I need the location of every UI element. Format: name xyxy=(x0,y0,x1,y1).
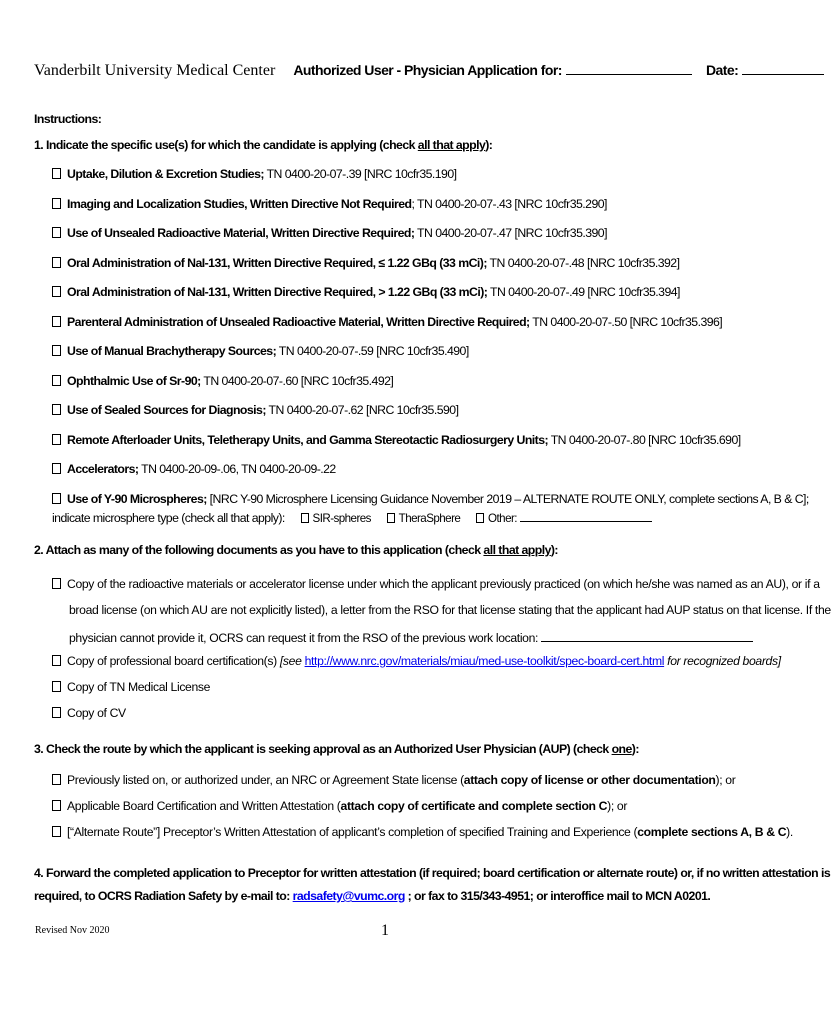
use-item xyxy=(52,226,607,240)
use-reference: TN 0400-20-07-.80 [NRC 10cfr35.690] xyxy=(550,432,741,447)
board-cert-item xyxy=(52,654,781,668)
use-item xyxy=(52,315,722,329)
use-label: Remote Afterloader Units, Teletherapy Units, and Gamma Stereotactic Radiosurgery Units; xyxy=(67,432,549,447)
route-alternate xyxy=(52,825,793,839)
page-number: 1 xyxy=(381,922,389,939)
y90-item xyxy=(52,492,809,506)
section4-line2 xyxy=(34,889,710,903)
section2-heading-end: ): xyxy=(550,543,558,557)
cv-checkbox[interactable] xyxy=(52,707,61,718)
tn-license-checkbox[interactable] xyxy=(52,681,61,692)
use-checkbox[interactable] xyxy=(52,227,61,238)
use-item xyxy=(52,197,607,211)
other-checkbox[interactable] xyxy=(476,513,484,523)
use-checkbox[interactable] xyxy=(52,434,61,445)
use-label: Parenteral Administration of Unsealed Radioactive Material, Written Directive Required; xyxy=(67,314,530,329)
use-reference: ; TN 0400-20-07-.43 [NRC 10cfr35.290] xyxy=(411,196,607,211)
use-label: Use of Unsealed Radioactive Material, Written Directive Required; xyxy=(67,226,415,240)
use-checkbox[interactable] xyxy=(52,404,61,415)
sir-spheres-label: SIR-spheres xyxy=(312,512,371,525)
board-cert-checkbox[interactable] xyxy=(52,655,61,666)
board-cert-link[interactable]: http://www.nrc.gov/materials/miau/med-use-toolkit/spec-board-cert.html xyxy=(304,654,665,668)
section1-heading-end: ): xyxy=(485,138,493,152)
section3-heading-end: ): xyxy=(631,742,639,756)
section2-heading-text: 2. Attach as many of the following documents as you have to this application (check xyxy=(34,543,484,557)
route2-text: Applicable Board Certification and Written Attestation ( xyxy=(67,799,341,813)
y90-type-line xyxy=(52,511,652,525)
route1-end: ); or xyxy=(715,773,736,787)
use-checkbox[interactable] xyxy=(52,198,61,209)
route1-text: Previously listed on, or authorized under, an NRC or Agreement State license ( xyxy=(67,773,464,787)
use-item xyxy=(52,403,458,417)
section4-line2-text: required, to OCRS Radiation Safety by e-mail to: xyxy=(34,889,293,903)
use-reference: TN 0400-20-07-.50 [NRC 10cfr35.396] xyxy=(532,314,723,329)
tn-license-item xyxy=(52,680,210,694)
use-label: Oral Administration of NaI-131, Written Directive Required, > 1.22 GBq (33 mCi); xyxy=(67,285,488,299)
route-board-cert-checkbox[interactable] xyxy=(52,800,61,811)
use-item xyxy=(52,433,741,447)
route-alternate-checkbox[interactable] xyxy=(52,826,61,837)
section3-heading-text: 3. Check the route by which the applicant is seeking approval as an Authorized User Physician (AUP) (check xyxy=(34,742,612,756)
use-label: Accelerators; xyxy=(67,462,139,476)
date-field[interactable] xyxy=(742,62,824,75)
use-label: Ophthalmic Use of Sr-90; xyxy=(67,373,201,388)
board-cert-text: Copy of professional board certification(s) xyxy=(67,654,280,668)
cv-text: Copy of CV xyxy=(67,706,126,720)
form-title: Authorized User - Physician Application for: xyxy=(293,62,562,78)
use-item xyxy=(52,462,336,476)
license-copy-line3 xyxy=(69,629,753,645)
section4-line2-end: ; or fax to 315/343-4951; or interoffice mail to MCN A0201. xyxy=(404,889,711,903)
use-label: Oral Administration of NaI-131, Written Directive Required, ≤ 1.22 GBq (33 mCi); xyxy=(67,255,487,270)
email-link[interactable]: radsafety@vumc.org xyxy=(292,889,405,903)
route2-end: ); or xyxy=(607,799,628,813)
y90-label: Use of Y-90 Microspheres; xyxy=(67,492,207,506)
header xyxy=(34,62,824,80)
org-name: Vanderbilt University Medical Center xyxy=(34,62,276,79)
revised-date: Revised Nov 2020 xyxy=(35,925,110,936)
use-item xyxy=(52,374,393,388)
previous-work-location-field[interactable] xyxy=(541,629,753,642)
board-cert-post: for recognized boards] xyxy=(667,654,781,668)
section1-heading-text: 1. Indicate the specific use(s) for which the candidate is applying (check xyxy=(34,138,418,152)
use-item xyxy=(52,344,469,358)
instructions-label: Instructions: xyxy=(34,112,102,126)
therasphere-label: TheraSphere xyxy=(398,512,461,525)
y90-ref: [NRC Y-90 Microsphere Licensing Guidance November 2019 – ALTERNATE ROUTE ONLY, complete sections A, B & C]; xyxy=(209,492,809,506)
sir-spheres-checkbox[interactable] xyxy=(301,513,309,523)
therasphere-checkbox[interactable] xyxy=(387,513,395,523)
section3-heading-emphasis: one xyxy=(611,742,632,756)
use-label: Imaging and Localization Studies, Written Directive Not Required xyxy=(67,196,412,211)
route3-end: ). xyxy=(786,825,793,839)
other-label: Other: xyxy=(488,512,517,525)
route2-bold: attach copy of certificate and complete section C xyxy=(340,799,608,813)
license-copy-text-1: Copy of the radioactive materials or accelerator license under which the applicant previously practiced (on which he/she was named as an AU), or if a xyxy=(67,577,820,591)
route1-bold: attach copy of license or other documentation xyxy=(463,773,716,787)
use-checkbox[interactable] xyxy=(52,257,61,268)
use-reference: TN 0400-20-07-.60 [NRC 10cfr35.492] xyxy=(203,373,394,388)
use-reference: TN 0400-20-09-.06, TN 0400-20-09-.22 xyxy=(141,462,336,476)
section4-line1: 4. Forward the completed application to Preceptor for written attestation (if required; board certification or alternate route) or, if no written attestation is xyxy=(34,866,831,880)
license-copy-text-2: broad license (on which AU are not explicitly listed), a letter from the RSO for that license stating that the applicant had AUP status on that license. If the xyxy=(69,603,831,617)
other-type-field[interactable] xyxy=(520,511,652,522)
license-copy-item xyxy=(52,577,820,591)
use-reference: TN 0400-20-07-.39 [NRC 10cfr35.190] xyxy=(266,167,457,181)
use-checkbox[interactable] xyxy=(52,345,61,356)
y90-checkbox[interactable] xyxy=(52,493,61,504)
section2-heading xyxy=(34,543,558,557)
section3-heading xyxy=(34,742,639,756)
use-checkbox[interactable] xyxy=(52,316,61,327)
use-reference: TN 0400-20-07-.59 [NRC 10cfr35.490] xyxy=(278,344,469,358)
license-copy-text-3: physician cannot provide it, OCRS can request it from the RSO of the previous work location: xyxy=(69,631,539,645)
tn-license-text: Copy of TN Medical License xyxy=(67,680,211,694)
use-label: Use of Sealed Sources for Diagnosis; xyxy=(67,403,266,417)
use-checkbox[interactable] xyxy=(52,286,61,297)
route-previously-listed-checkbox[interactable] xyxy=(52,774,61,785)
route3-text: [“Alternate Route”] Preceptor’s Written Attestation of applicant’s completion of specified Training and Experience ( xyxy=(67,825,638,839)
y90-type-label: indicate microsphere type (check all that apply): xyxy=(52,511,285,525)
use-reference: TN 0400-20-07-.47 [NRC 10cfr35.390] xyxy=(417,226,607,240)
use-label: Uptake, Dilution & Excretion Studies; xyxy=(67,167,264,181)
use-checkbox[interactable] xyxy=(52,168,61,179)
license-copy-checkbox[interactable] xyxy=(52,578,61,589)
use-item xyxy=(52,167,457,181)
use-reference: TN 0400-20-07-.62 [NRC 10cfr35.590] xyxy=(268,403,459,417)
use-item xyxy=(52,285,680,299)
cv-item xyxy=(52,706,126,720)
route3-bold: complete sections A, B & C xyxy=(637,825,787,839)
board-cert-see: [see xyxy=(279,654,302,668)
use-label: Use of Manual Brachytherapy Sources; xyxy=(67,344,277,358)
route-board-cert xyxy=(52,799,627,813)
use-reference: TN 0400-20-07-.49 [NRC 10cfr35.394] xyxy=(489,285,680,299)
route-previously-listed xyxy=(52,773,735,787)
date-label: Date: xyxy=(705,62,739,78)
section2-heading-emphasis: all that apply xyxy=(483,543,551,557)
section1-heading xyxy=(34,138,492,152)
section1-heading-emphasis: all that apply xyxy=(417,138,486,152)
use-checkbox[interactable] xyxy=(52,375,61,386)
use-checkbox[interactable] xyxy=(52,463,61,474)
use-item xyxy=(52,256,679,270)
application-for-field[interactable] xyxy=(566,62,692,75)
use-reference: TN 0400-20-07-.48 [NRC 10cfr35.392] xyxy=(489,255,680,270)
